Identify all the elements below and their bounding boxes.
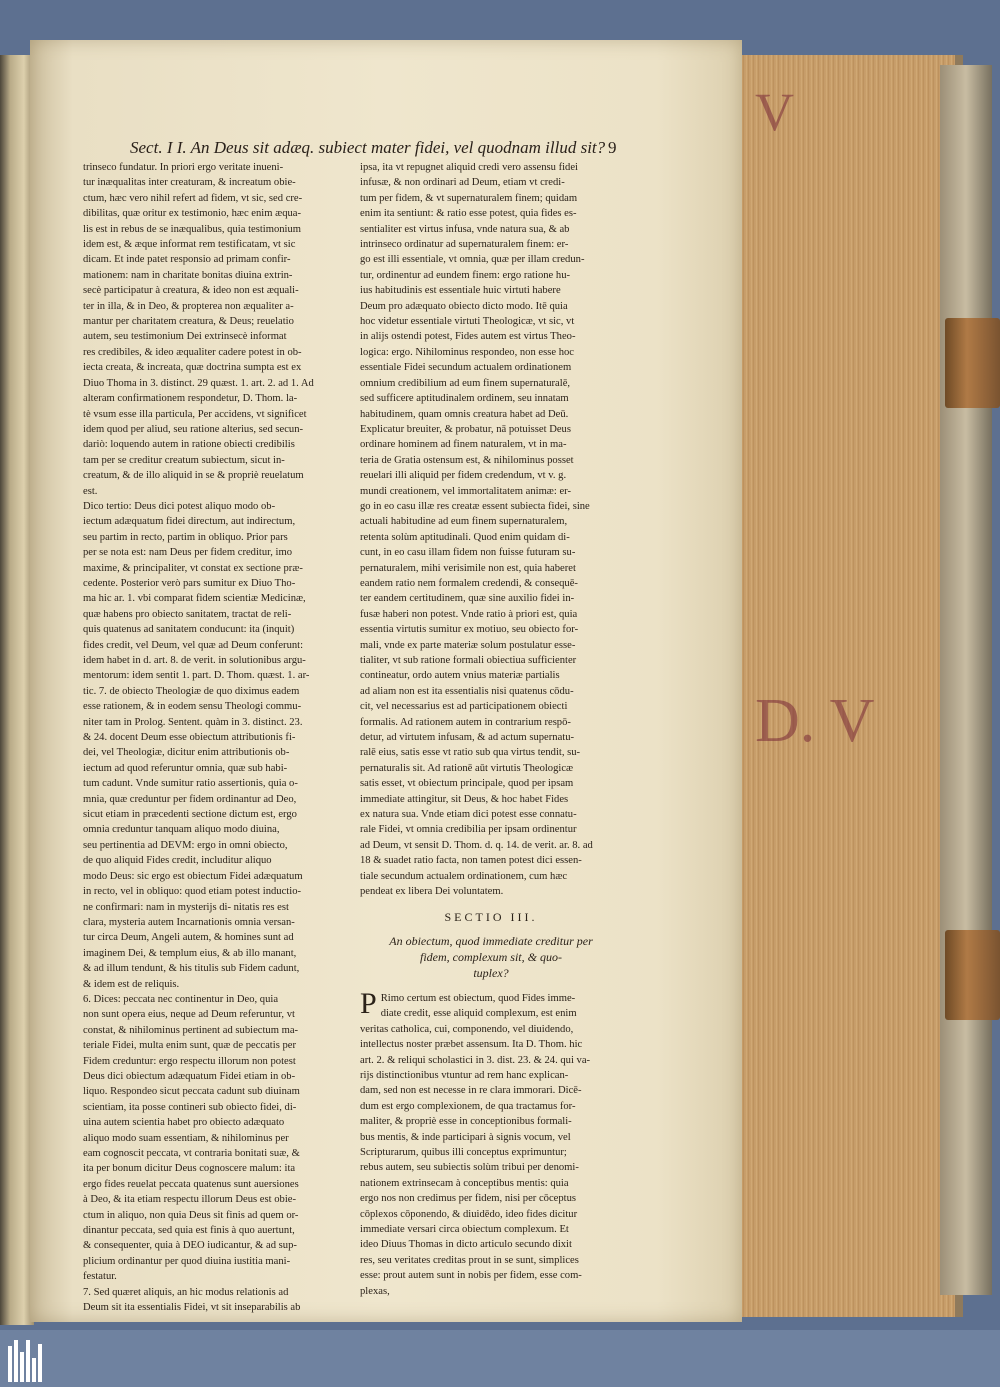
- text-line: & consequenter, quia à DEO iudicantur, & ad sup-: [83, 1240, 297, 1252]
- text-line: ex natura sua. Vnde etiam dici potest esse connatu-: [360, 809, 577, 821]
- text-line: esse rationem, & in eodem sensu Theologi commu-: [83, 701, 302, 713]
- section-question-line: fidem, complexum sit, & quo-: [420, 949, 562, 964]
- text-line: & idem est de reliquis.: [83, 978, 180, 990]
- text-line: bus mentis, & inde participari à signis vocum, vel: [360, 1131, 571, 1143]
- text-line: pendeat ex libera Dei voluntatem.: [360, 886, 504, 898]
- text-line: iectum adæquatum fidei directum, aut indirectum,: [83, 516, 296, 528]
- text-line: mundi creationem, vel immortalitatem animæ: er-: [360, 485, 572, 497]
- text-line: essentia virtutis sumitur ex motiuo, seu obiecto for-: [360, 624, 579, 636]
- text-line: iectum ad quod referuntur omnia, quæ sub habi-: [83, 762, 288, 774]
- text-line: tur circa Deum, Angeli autem, & homines sunt ad: [83, 932, 294, 944]
- text-line: dicam. Et inde patet responsio ad primam confir-: [83, 254, 291, 266]
- edge-stamp-lower: D. V: [755, 687, 875, 755]
- text-line: maliter, & propriè esse in conceptionibus formali-: [360, 1116, 572, 1128]
- text-line: cōplexos cōponendo, & diuidēdo, ideo fides dicitur: [360, 1208, 578, 1220]
- text-line: sicut etiam in præcedenti sectione dictum est, ergo: [83, 809, 297, 821]
- text-line: enim ita sentiunt: & ratio esse potest, quia fides es-: [360, 208, 577, 220]
- text-line: Deum sit ita essentialis Fidei, vt sit inseparabilis ab: [83, 1302, 301, 1314]
- text-line: actuali habitudine ad eum finem supernaturalem,: [360, 516, 568, 528]
- section-question: [360, 933, 622, 981]
- text-line: tum per fidem, & vt supernaturalem finem; quidam: [360, 192, 578, 204]
- text-line: ergo fides reuelat peccata quatenus sunt auersiones: [83, 1178, 299, 1190]
- text-line: mentorum: idem sentit 1. part. D. Thom. quæst. 1. ar-: [83, 670, 310, 682]
- text-line: immediate versari circa obiectum complexum. Et: [360, 1224, 569, 1235]
- text-line: constat, & nihilominus pertinent ad subiectum ma-: [83, 1024, 299, 1036]
- text-line: 6. Dices: peccata nec continentur in Deo, quia: [83, 993, 279, 1005]
- text-line: aliquo modo suam essentiam, & nihilominus per: [83, 1132, 289, 1144]
- text-line: tum cadunt. Vnde sumitur ratio assertionis, quia o-: [83, 778, 298, 790]
- right-column-top-text: [360, 160, 622, 900]
- footer-bar: [0, 1330, 1000, 1387]
- text-line: dinantur peccata, sed quia est finis à quo auertunt,: [83, 1225, 295, 1237]
- text-line: cunt, in eo casu illam fidem non fuisse futuram su-: [360, 547, 576, 559]
- text-line: tiale secundum actualem ordinationem, cum hæc: [360, 870, 568, 882]
- text-line: modo Deus: sic ergo est obiectum Fidei adæquatum: [83, 870, 303, 882]
- section-question-line: An obiectum, quod immediate creditur per: [389, 933, 593, 948]
- text-line: imaginem Dei, & templum eius, & ab illo manant,: [83, 947, 297, 959]
- text-line: diate credit, esse aliquid complexum, est enim: [380, 1008, 577, 1020]
- text-line: secè participatur à creatura, & ideo non est æquali-: [83, 285, 299, 297]
- text-line: ralē eius, satis esse vt ratio sub qua virtus tendit, su-: [360, 747, 581, 759]
- text-line: ipsa, ita vt repugnet aliquid credi vero assensu fidei: [360, 162, 578, 173]
- text-line: iecta creata, & increata, quæ doctrina sumpta est ex: [83, 362, 302, 374]
- text-line: in alijs ostendi potest, Fides autem est virtus Theo-: [360, 331, 576, 343]
- text-line: logica: ergo. Nihilominus respondeo, non esse hoc: [360, 346, 574, 358]
- text-line: Scripturarum, quibus illi conceptus exprimuntur;: [360, 1146, 567, 1158]
- text-line: formalis. Ad rationem autem in contrarium respō-: [360, 716, 571, 728]
- upper-clasp: [945, 318, 1000, 408]
- text-line: sentialiter est virtus infusa, vnde natura sua, & ab: [360, 223, 570, 235]
- text-line: mationem: nam in charitate bonitas diuina extrin-: [83, 269, 293, 281]
- text-line: 18 & suadet ratio facta, non tamen potest dici essen-: [360, 855, 582, 867]
- text-line: dariò: loquendo autem in ratione obiecti credibilis: [83, 439, 295, 451]
- text-line: intellectus noster præbet assensum. Ita D. Thom. hic: [360, 1039, 583, 1051]
- text-line: esse: prout autem sunt in nobis per fidem, esse com-: [360, 1270, 582, 1282]
- text-line: ius habitudinis est essentiale huic virtuti habere: [360, 285, 561, 297]
- text-line: ter in illa, & in Deo, & propterea non æqualiter a-: [83, 300, 294, 312]
- right-column-bottom-text: [360, 986, 622, 1299]
- text-line: idem quod per aliud, seu ratione alterius, sed secun-: [83, 423, 304, 435]
- text-line: tè vsum esse illa particula, Per accidens, vt significet: [83, 408, 307, 420]
- text-line: creatum, & de illo aliquid in se & propriè reuelatum: [83, 470, 304, 482]
- text-line: plexas,: [360, 1285, 390, 1297]
- previous-page-edge: [0, 55, 34, 1325]
- text-line: immediate attingitur, sit Deus, & hoc habet Fides: [360, 793, 569, 805]
- text-line: dam, sed non est necesse in re clara immorari. Dicē-: [360, 1085, 582, 1097]
- text-line: teria de Gratia ostensum est, & nihilominus posset: [360, 454, 574, 466]
- text-line: ad aliam non est ita essentialis nisi quatenus cōdu-: [360, 685, 574, 697]
- text-line: ctum in aliquo, non quia Deus sit finis ad quem or-: [83, 1209, 299, 1221]
- left-text-column: [83, 160, 345, 1315]
- text-line: omnium credibilium ad eum finem supernaturalē,: [360, 377, 571, 389]
- text-line: Dico tertio: Deus dici potest aliquo modo ob-: [83, 500, 276, 512]
- text-line: eam cognoscit peccata, vt contraria bonitati suæ, &: [83, 1148, 300, 1159]
- text-line: à Deo, & ita etiam respectu illorum Deus est obie-: [83, 1194, 296, 1206]
- text-line: mantur per charitatem creatura, & Deus; reuelatio: [83, 316, 294, 328]
- text-line: omnia creduntur tanquam aliquo modo diuina,: [83, 824, 280, 836]
- text-line: ita per bonum dicitur Deus cognoscere malum: ita: [83, 1163, 296, 1175]
- text-line: dum est ergo complexionem, de qua tractamus for-: [360, 1100, 576, 1112]
- text-line: quæ habens pro obiecto sanitatem, tractat de reli-: [83, 608, 292, 620]
- text-line: nationem extrinsecam à conceptibus mentis: quia: [360, 1177, 569, 1189]
- section-heading: SECTIO III.: [444, 909, 538, 924]
- text-line: trinseco fundatur. In priori ergo veritate inueni-: [83, 162, 284, 173]
- text-line: ad Deum, vt sensit D. Thom. d. q. 14. de verit. ar. 8. ad: [360, 839, 593, 851]
- text-line: contineatur, ordo autem vnius materiæ partialis: [360, 670, 560, 682]
- text-line: tam per se creditur creatum subiectum, sicut in-: [83, 454, 285, 466]
- page-block-edge: [735, 55, 963, 1317]
- text-line: ctum, hæc vero nihil refert ad fidem, vt sic, sed cre-: [83, 192, 303, 204]
- text-line: cit, vel necessarius est ad participationem obiecti: [360, 701, 568, 713]
- text-line: liquo. Respondeo sicut peccata cadunt sub diuinam: [83, 1086, 300, 1098]
- library-logo-icon: [8, 1340, 48, 1382]
- text-line: in recto, vel in obliquo: quod etiam potest inductio-: [83, 886, 302, 898]
- text-line: ter eandem certitudinem, quæ sine auxilio fidei in-: [360, 593, 575, 605]
- text-line: uina autem scientia habet pro obiecto adæquato: [83, 1117, 285, 1129]
- text-line: & ad illum tendunt, & his titulis sub Fidem cadunt,: [83, 963, 300, 975]
- text-line: veritas catholica, cui, componendo, vel diuidendo,: [360, 1023, 574, 1035]
- text-line: tic. 7. de obiecto Theologiæ de quo diximus eadem: [83, 685, 300, 697]
- text-line: ordinare hominem ad finem naturalem, vt in ma-: [360, 439, 567, 451]
- text-line: non sunt opera eius, neque ad Deum referuntur, vt: [83, 1009, 295, 1021]
- page-number: 9: [608, 138, 617, 157]
- text-line: plicium ordinantur per quod diuina iustitia mani-: [83, 1255, 291, 1267]
- text-line: dibilitas, quæ oritur ex testimonio, hæc enim æqua-: [83, 208, 302, 220]
- text-line: pernaturalem, mihi verisimile non est, quia haberet: [360, 562, 576, 574]
- text-line: idem habet in d. art. 8. de verit. in solutionibus argu-: [83, 655, 306, 666]
- text-line: maxime, & principaliter, vt constat ex sectione præ-: [83, 562, 303, 574]
- text-line: tur inæqualitas inter creaturam, & increatum obie-: [83, 177, 296, 189]
- text-line: sed sufficere aptitudinalem ordinem, seu innatam: [360, 393, 569, 405]
- text-line: reuelari illi aliquid per fidem credendum, vt v. g.: [360, 470, 567, 482]
- text-line: 7. Sed quæret aliquis, an hic modus relationis ad: [83, 1286, 289, 1298]
- text-line: satis esset, vt obiectum principale, quod per ipsam: [360, 778, 574, 790]
- book-cover: [940, 65, 992, 1295]
- text-line: ma hic ar. 1. vbi comparat fidem scientiæ Medicinæ,: [83, 593, 306, 605]
- text-line: go est illi essentiale, vt omnia, quæ per illam credun-: [360, 254, 585, 266]
- text-line: & 24. docent Deum esse obiectum attributionis fi-: [83, 732, 296, 744]
- text-line: dei, vel Theologiæ, dicitur enim attributionis ob-: [83, 747, 290, 759]
- text-line: fusæ haberi non potest. Vnde ratio à priori est, quia: [360, 608, 578, 620]
- text-line: mali, vnde ex parte materiæ solum postulatur esse-: [360, 639, 576, 651]
- text-line: habitudinem, quam omnis creatura habet ad Deū.: [360, 408, 569, 420]
- text-line: infusæ, & non ordinari ad Deum, etiam vt credi-: [360, 177, 565, 189]
- text-line: niter tam in Prolog. Sentent. quàm in 3. distinct. 23.: [83, 716, 303, 728]
- text-line: res, seu veritates creditas prout in se sunt, simplices: [360, 1254, 579, 1266]
- text-line: lis est in rebus de se inæqualibus, quia testimonium: [83, 223, 302, 235]
- text-line: pernaturalis sit. Ad rationē aūt virtutis Theologicæ: [360, 762, 574, 774]
- drop-capital: P: [360, 986, 377, 1020]
- section-question-line: tuplex?: [473, 965, 509, 980]
- text-line: tur, ordinentur ad eundem finem: ergo ratione hu-: [360, 269, 571, 281]
- text-line: autem, seu testimonium Dei extrinsecè informat: [83, 331, 287, 343]
- text-line: hoc videtur essentiale virtuti Theologicæ, vt sic, vt: [360, 316, 575, 328]
- text-line: seu partim in recto, partim in obliquo. Prior pars: [83, 531, 288, 543]
- text-line: go in eo casu illæ res creatæ essent subiecta fidei, sine: [360, 500, 590, 512]
- text-line: fides credit, vel Deum, vel quæ ad Deum conferunt:: [83, 639, 304, 651]
- text-line: Rimo certum est obiectum, quod Fides imme-: [380, 992, 576, 1004]
- text-line: detur, ad virtutem infusam, & ad actum supernatu-: [360, 732, 575, 744]
- text-line: de quo aliquid Fides credit, includitur aliquo: [83, 855, 272, 867]
- text-line: Diuo Thoma in 3. distinct. 29 quæst. 1. art. 2. ad 1. Ad: [83, 377, 314, 389]
- text-line: ideo Diuus Thomas in dicto articulo secundo dixit: [360, 1239, 572, 1251]
- text-line: res credibiles, & ideo æqualiter cadere potest in ob-: [83, 346, 302, 358]
- text-line: alteram confirmationem respondetur, D. Thom. la-: [83, 393, 298, 405]
- text-line: per se nota est: nam Deus per fidem creditur, imo: [83, 547, 293, 559]
- edge-stamp-top: V: [755, 82, 798, 142]
- text-line: intrinseco ordinatur ad supernaturalem finem: er-: [360, 239, 569, 251]
- text-line: clara, mysteria autem Incarnationis omnia versan-: [83, 916, 295, 928]
- text-line: ergo nos non credimus per fidem, nisi per cōceptus: [360, 1193, 577, 1205]
- text-line: Explicatur breuiter, & probatur, nā potuisset Deus: [360, 423, 571, 435]
- text-line: cedente. Posterior verò pars sumitur ex Diuo Tho-: [83, 577, 296, 589]
- text-line: eandem ratio nem formalem credendi, & consequē-: [360, 577, 578, 589]
- text-line: retenta solùm aptitudinali. Quod enim quidam di-: [360, 531, 570, 543]
- text-line: idem est, & æque informat rem testificatam, vt sic: [83, 239, 296, 251]
- text-line: tialiter, vt sub ratione formali obiectiua sufficienter: [360, 655, 577, 666]
- text-line: quis quatenus ad sanitatem conducunt: ita (inquit): [83, 624, 295, 636]
- text-line: art. 2. & reliqui scholastici in 3. dist. 23. & 24. qui va-: [360, 1054, 591, 1066]
- text-line: teriale Fidei, multa enim sunt, quæ de peccatis per: [83, 1040, 296, 1052]
- right-text-column: [360, 160, 622, 1299]
- running-header: Sect. I I. An Deus sit adæq. subiect mater fidei, vel quodnam illud sit?: [130, 138, 606, 157]
- text-line: essentiale Fidei secundum actualem ordinationem: [360, 362, 572, 374]
- text-line: Fidem creduntur: ergo respectu illorum non potest: [83, 1055, 296, 1067]
- text-line: mnia, quæ creduntur per fidem ordinantur ad Deo,: [83, 793, 297, 805]
- text-line: ne confirmari: nam in mysterijs di- nitatis res est: [83, 901, 289, 913]
- text-line: festatur.: [83, 1271, 117, 1283]
- lower-clasp: [945, 930, 1000, 1020]
- text-line: rale Fidei, vt omnia credibilia per ipsam ordinentur: [360, 824, 577, 836]
- text-line: scientiam, ita posse contineri sub obiecto fidei, di-: [83, 1101, 297, 1113]
- text-line: rijs distinctionibus vtuntur ad rem hanc explican-: [360, 1069, 569, 1081]
- text-line: Deum pro adæquato obiecto dicto modo. Itē quia: [360, 300, 568, 312]
- text-line: rebus autem, seu subiectis solùm tribui per denomi-: [360, 1162, 579, 1174]
- text-line: Deus dici obiectum adæquatum Fidei etiam in ob-: [83, 1070, 296, 1082]
- text-line: est.: [83, 485, 98, 497]
- text-line: seu pertinentia ad DEVM: ergo in omni obiecto,: [83, 839, 288, 851]
